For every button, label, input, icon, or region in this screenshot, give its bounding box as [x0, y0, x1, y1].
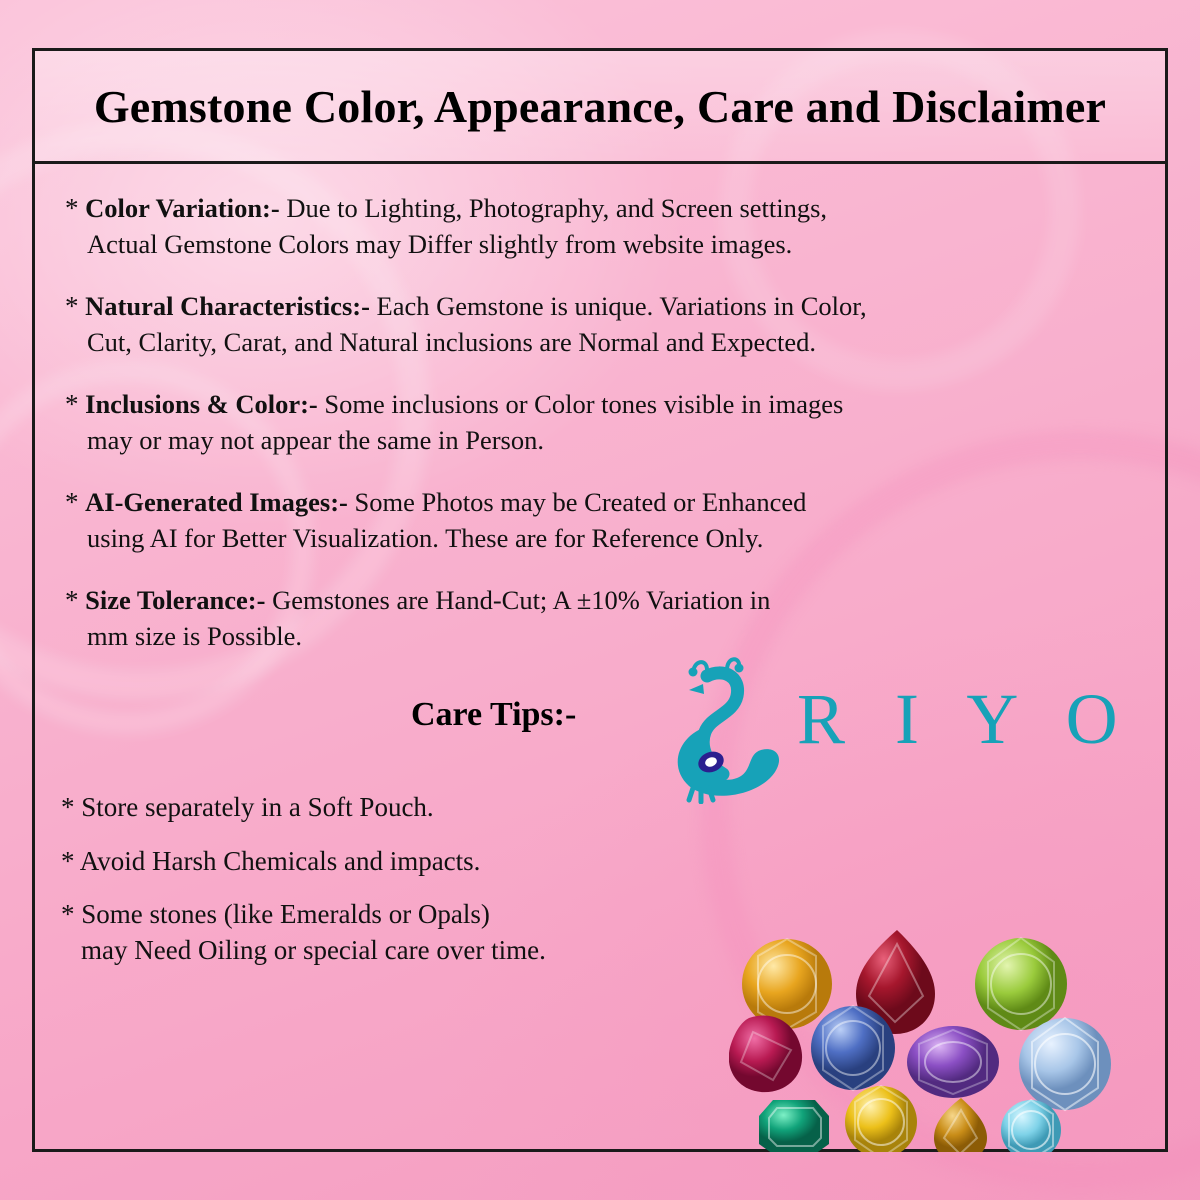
- care-tips-heading: Care Tips:-: [411, 696, 577, 733]
- bullet-color-variation: [61, 190, 1139, 262]
- brand-name: R I Y O: [797, 679, 1134, 759]
- gem-amethyst-oval: [907, 1026, 999, 1098]
- riyo-logo: [649, 654, 1149, 804]
- care-star: *: [61, 792, 75, 822]
- care-star: *: [61, 899, 75, 930]
- bullet-star: *: [65, 585, 79, 615]
- gem-peridot-round: [975, 938, 1067, 1030]
- care-tips-row: [61, 680, 1139, 772]
- title-bar: [35, 51, 1165, 164]
- bullet-lead: Inclusions & Color:-: [85, 389, 318, 419]
- bullet-star: *: [65, 389, 79, 419]
- bullet-ai-generated-images: [61, 484, 1139, 556]
- bullet-star: *: [65, 291, 79, 321]
- care-item: [61, 897, 761, 968]
- bullet-text-line2: Cut, Clarity, Carat, and Natural inclusions are Normal and Expected.: [87, 326, 817, 357]
- care-item: [61, 844, 761, 880]
- bullet-star: *: [65, 487, 79, 517]
- disclaimer-card: [32, 48, 1168, 1152]
- bullet-text-line2: mm size is Possible.: [87, 620, 302, 651]
- bullet-star: *: [65, 193, 79, 223]
- care-item: [61, 790, 761, 826]
- bullet-text-line2: Actual Gemstone Colors may Differ slightly from website images.: [87, 228, 793, 259]
- gem-citrine-round: [742, 939, 832, 1029]
- gem-emerald-emeraldcut: [759, 1100, 829, 1152]
- bullet-text: Some inclusions or Color tones visible in images: [317, 389, 844, 419]
- gem-blue-topaz-round: [1019, 1018, 1111, 1110]
- care-text: Some stones (like Emeralds or Opals): [81, 899, 490, 930]
- gem-citrine-pear: [934, 1098, 987, 1152]
- care-star: *: [61, 845, 75, 876]
- gem-yellow-sapphire-round: [845, 1086, 917, 1152]
- gemstone-cluster-image: [729, 922, 1159, 1152]
- bullet-text: Gemstones are Hand-Cut; A ±10% Variation in: [265, 585, 771, 615]
- bullet-text-line2: may or may not appear the same in Person.: [87, 424, 544, 455]
- peacock-logo-icon: [649, 654, 809, 809]
- bullet-text: Each Gemstone is unique. Variations in Color,: [369, 291, 867, 321]
- care-text: Store separately in a Soft Pouch.: [81, 792, 434, 822]
- bullet-size-tolerance: [61, 582, 1139, 654]
- body-area: [35, 164, 1165, 1152]
- bullet-lead: Natural Characteristics:-: [85, 291, 370, 321]
- gem-iolite-round: [811, 1006, 895, 1090]
- bullet-lead: AI-Generated Images:-: [85, 487, 348, 517]
- bullet-natural-characteristics: [61, 288, 1139, 360]
- bullet-text: Some Photos may be Created or Enhanced: [347, 487, 807, 517]
- care-text: Avoid Harsh Chemicals and impacts.: [79, 845, 481, 876]
- bullet-lead: Size Tolerance:-: [85, 585, 266, 615]
- care-text-line2: may Need Oiling or special care over time.: [81, 934, 546, 965]
- bullet-lead: Color Variation:-: [85, 193, 280, 223]
- bullet-inclusions-color: [61, 386, 1139, 458]
- bullet-text: Due to Lighting, Photography, and Screen settings,: [279, 193, 828, 223]
- page-title: Gemstone Color, Appearance, Care and Disclaimer: [93, 80, 1107, 132]
- bullet-text-line2: using AI for Better Visualization. These are for Reference Only.: [87, 522, 764, 553]
